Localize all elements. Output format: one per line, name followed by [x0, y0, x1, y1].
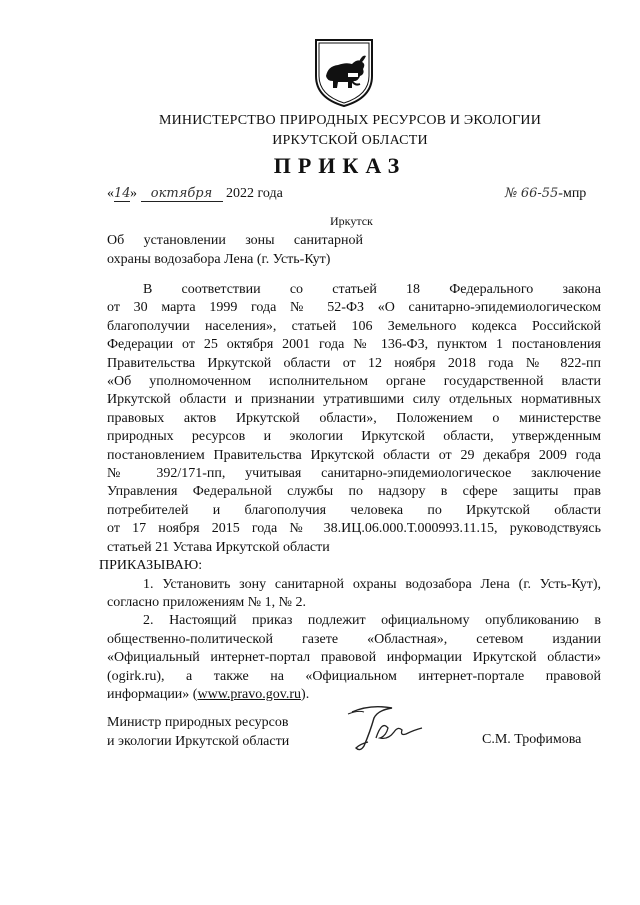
body-line: «Об уполномоченном исполнительном органе государственной власти	[107, 374, 601, 390]
pravo-link[interactable]: www.pravo.gov.ru	[197, 686, 302, 702]
order-word: ПРИКАЗЫВАЮ:	[99, 558, 203, 574]
body-line: от 30 марта 1999 года № 52-ФЗ «О санитарно-эпидемиологическом	[107, 300, 601, 316]
body-line: от 17 ноября 2015 года № 38.ИЦ.06.000.Т.000993.11.15, руководствуясь	[107, 521, 601, 537]
date-day: 14	[114, 186, 131, 201]
number-sign: №	[505, 186, 518, 201]
subject-line: Об установлении зоны санитарной	[107, 233, 363, 248]
ministry-name-line1: МИНИСТЕРСТВО ПРИРОДНЫХ РЕСУРСОВ И ЭКОЛОГИИ	[158, 113, 542, 128]
position-line: и экологии Иркутской области	[107, 734, 290, 749]
body-line: правовых актов Иркутской области», Положением о министерстве	[107, 410, 601, 426]
position-line: Министр природных ресурсов	[107, 715, 289, 730]
item-2-last-prefix: информации» (	[107, 686, 198, 702]
order-number	[505, 186, 586, 202]
body-line: Правительства Иркутской области от 12 ноября 2018 года № 822-пп	[107, 355, 601, 371]
item-2-last-suffix: ).	[301, 686, 310, 702]
body-line: № 392/171-пп, учитывая санитарно-эпидемиологическое заключение	[107, 466, 601, 482]
item-2-line: общественно-политической газете «Областная», сетевом издании	[107, 631, 601, 647]
body-line: благополучии населения», статьей 106 Земельного кодекса Российской	[107, 318, 601, 334]
signatory-position	[107, 713, 289, 751]
number-suffix: -мпр	[558, 186, 587, 201]
date-close-quote: »	[130, 186, 137, 201]
body-line: В соответствии со статьей 18 Федерального закона	[143, 282, 601, 297]
body-line: статьей 21 Устава Иркутской области	[107, 539, 330, 555]
body-line: Иркутской области и признании утратившими силу отдельных нормативных	[107, 392, 601, 408]
order-date	[107, 186, 283, 202]
order-body	[99, 281, 601, 704]
body-line: потребителей и благополучия человека по Иркутской области	[107, 502, 601, 518]
handwritten-signature-icon	[330, 698, 450, 758]
subject-line: охраны водозабора Лена (г. Усть-Кут)	[107, 252, 331, 267]
item-2-line: (ogirk.ru), а также на «Официальном интернет-портале правовой	[107, 668, 601, 684]
city-name: Иркутск	[330, 214, 373, 228]
body-line: природных ресурсов и экологии Иркутской области, утвержденным	[107, 429, 601, 445]
body-line: Федерации от 25 октября 2001 года № 136-ФЗ, пунктом 1 постановления	[107, 337, 601, 353]
order-subject	[107, 231, 363, 269]
item-1-line: 1. Установить зону санитарной охраны водозабора Лена (г. Усть-Кут),	[143, 576, 601, 592]
document-type-title: ПРИКАЗ	[273, 153, 407, 178]
item-2-line: 2. Настоящий приказ подлежит официальному опубликованию в	[143, 613, 601, 629]
ministry-name-line2: ИРКУТСКОЙ ОБЛАСТИ	[272, 133, 428, 148]
coat-of-arms-icon	[308, 36, 380, 108]
date-month: октября	[141, 187, 223, 202]
date-open-quote: «	[107, 186, 114, 201]
item-2-line: «Официальный интернет-портал правовой информации Иркутской области»	[107, 650, 601, 666]
body-line: постановлением Правительства Иркутской области от 29 декабря 2009 года	[107, 447, 601, 463]
order-number-value: 66-55	[520, 186, 559, 201]
item-1-line: согласно приложениям № 1, № 2.	[107, 594, 306, 610]
date-year: 2022 года	[226, 186, 283, 201]
body-line: Управления Федеральной службы по надзору в сфере защиты прав	[107, 484, 601, 500]
signatory-name: С.М. Трофимова	[482, 732, 582, 747]
